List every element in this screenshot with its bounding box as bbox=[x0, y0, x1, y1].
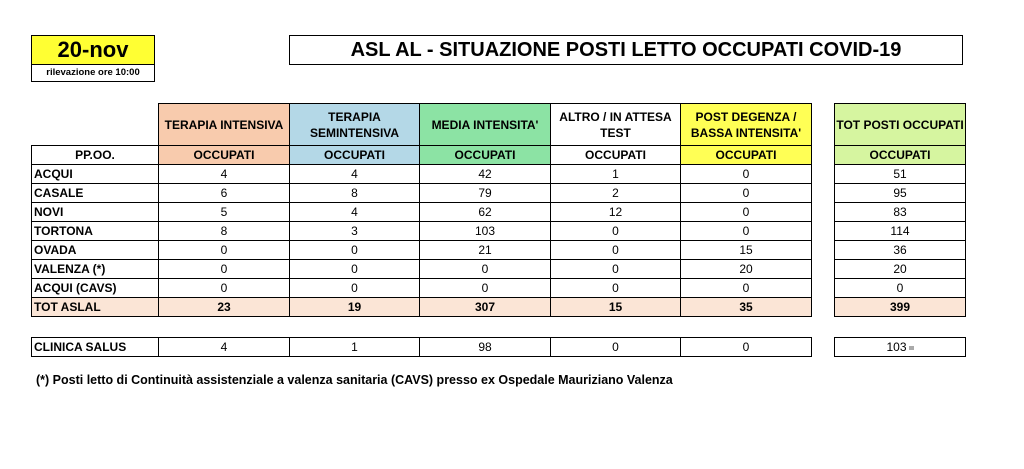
cell-total: 399 bbox=[835, 298, 966, 317]
row-name: VALENZA (*) bbox=[32, 260, 159, 279]
row-name: OVADA bbox=[32, 241, 159, 260]
total-row bbox=[32, 298, 966, 317]
cell: 20 bbox=[681, 260, 812, 279]
sub-header: OCCUPATI bbox=[681, 146, 812, 165]
table-row bbox=[32, 184, 966, 203]
cell: 5 bbox=[159, 203, 290, 222]
sub-header: OCCUPATI bbox=[551, 146, 681, 165]
cell: 0 bbox=[159, 279, 290, 298]
table-row bbox=[32, 279, 966, 298]
row-name: NOVI bbox=[32, 203, 159, 222]
cell: 0 bbox=[159, 260, 290, 279]
cell: 0 bbox=[681, 222, 812, 241]
cell: 23 bbox=[159, 298, 290, 317]
cell: 0 bbox=[290, 279, 420, 298]
cell: 4 bbox=[159, 165, 290, 184]
footnote: (*) Posti letto di Continuità assistenziale a valenza sanitaria (CAVS) presso ex Ospedale Mauriziano Valenza bbox=[36, 373, 673, 387]
sub-header: OCCUPATI bbox=[835, 146, 966, 165]
cell: 103 bbox=[420, 222, 551, 241]
row-name: CASALE bbox=[32, 184, 159, 203]
table-row bbox=[32, 222, 966, 241]
cell-total: 0 bbox=[835, 279, 966, 298]
cell-total bbox=[835, 338, 966, 357]
cell: 2 bbox=[551, 184, 681, 203]
cell: 0 bbox=[681, 203, 812, 222]
cell: 0 bbox=[290, 241, 420, 260]
cell: 0 bbox=[159, 241, 290, 260]
col-header-media-intensita: MEDIA INTENSITA' bbox=[420, 104, 551, 146]
cell: 1 bbox=[290, 338, 420, 357]
col-header-terapia-intensiva: TERAPIA INTENSIVA bbox=[159, 104, 290, 146]
row-name: ACQUI bbox=[32, 165, 159, 184]
cell: 0 bbox=[551, 260, 681, 279]
table-row bbox=[32, 260, 966, 279]
cell: 21 bbox=[420, 241, 551, 260]
cell: 0 bbox=[420, 279, 551, 298]
cell: 1 bbox=[551, 165, 681, 184]
cell: 4 bbox=[159, 338, 290, 357]
rilevazione-time: rilevazione ore 10:00 bbox=[31, 64, 155, 82]
cell: 62 bbox=[420, 203, 551, 222]
cell: 0 bbox=[681, 279, 812, 298]
cell: 0 bbox=[551, 279, 681, 298]
cell-total: 95 bbox=[835, 184, 966, 203]
cell: 19 bbox=[290, 298, 420, 317]
row-name: CLINICA SALUS bbox=[32, 338, 159, 357]
cell: 79 bbox=[420, 184, 551, 203]
cell: 0 bbox=[681, 184, 812, 203]
cell: 35 bbox=[681, 298, 812, 317]
cell: 0 bbox=[551, 338, 681, 357]
table-row bbox=[32, 241, 966, 260]
cell: 15 bbox=[551, 298, 681, 317]
cell: 0 bbox=[420, 260, 551, 279]
cell: 0 bbox=[290, 260, 420, 279]
page-title: ASL AL - SITUAZIONE POSTI LETTO OCCUPATI COVID-19 bbox=[289, 35, 963, 65]
sub-header: OCCUPATI bbox=[290, 146, 420, 165]
cell-total: 20 bbox=[835, 260, 966, 279]
cell-total: 114 bbox=[835, 222, 966, 241]
cell-total: 36 bbox=[835, 241, 966, 260]
cell-total-value: 103 bbox=[886, 340, 907, 354]
cell: 4 bbox=[290, 203, 420, 222]
col-header-post-degenza: POST DEGENZA / BASSA INTENSITA' bbox=[681, 104, 812, 146]
cell: 0 bbox=[681, 165, 812, 184]
row-header-ppoo: PP.OO. bbox=[32, 146, 159, 165]
date-label: 20-nov bbox=[31, 35, 155, 65]
row-name: ACQUI (CAVS) bbox=[32, 279, 159, 298]
col-header-terapia-semintensiva: TERAPIA SEMINTENSIVA bbox=[290, 104, 420, 146]
row-name: TORTONA bbox=[32, 222, 159, 241]
cell-total: 83 bbox=[835, 203, 966, 222]
salus-row bbox=[32, 338, 966, 357]
cell: 98 bbox=[420, 338, 551, 357]
cell: 0 bbox=[551, 222, 681, 241]
sub-header: OCCUPATI bbox=[420, 146, 551, 165]
col-header-altro: ALTRO / IN ATTESA TEST bbox=[551, 104, 681, 146]
cell-total: 51 bbox=[835, 165, 966, 184]
occupancy-table bbox=[31, 103, 966, 317]
salus-table bbox=[31, 337, 966, 357]
cell: 3 bbox=[290, 222, 420, 241]
paste-options-icon[interactable] bbox=[909, 346, 914, 350]
cell: 15 bbox=[681, 241, 812, 260]
cell: 8 bbox=[290, 184, 420, 203]
cell: 0 bbox=[551, 241, 681, 260]
row-name: TOT ASLAL bbox=[32, 298, 159, 317]
table-row bbox=[32, 165, 966, 184]
cell: 307 bbox=[420, 298, 551, 317]
cell: 8 bbox=[159, 222, 290, 241]
col-header-tot-posti: TOT POSTI OCCUPATI bbox=[835, 104, 966, 146]
cell: 12 bbox=[551, 203, 681, 222]
table-row bbox=[32, 203, 966, 222]
cell: 6 bbox=[159, 184, 290, 203]
sub-header: OCCUPATI bbox=[159, 146, 290, 165]
cell: 4 bbox=[290, 165, 420, 184]
cell: 42 bbox=[420, 165, 551, 184]
cell: 0 bbox=[681, 338, 812, 357]
